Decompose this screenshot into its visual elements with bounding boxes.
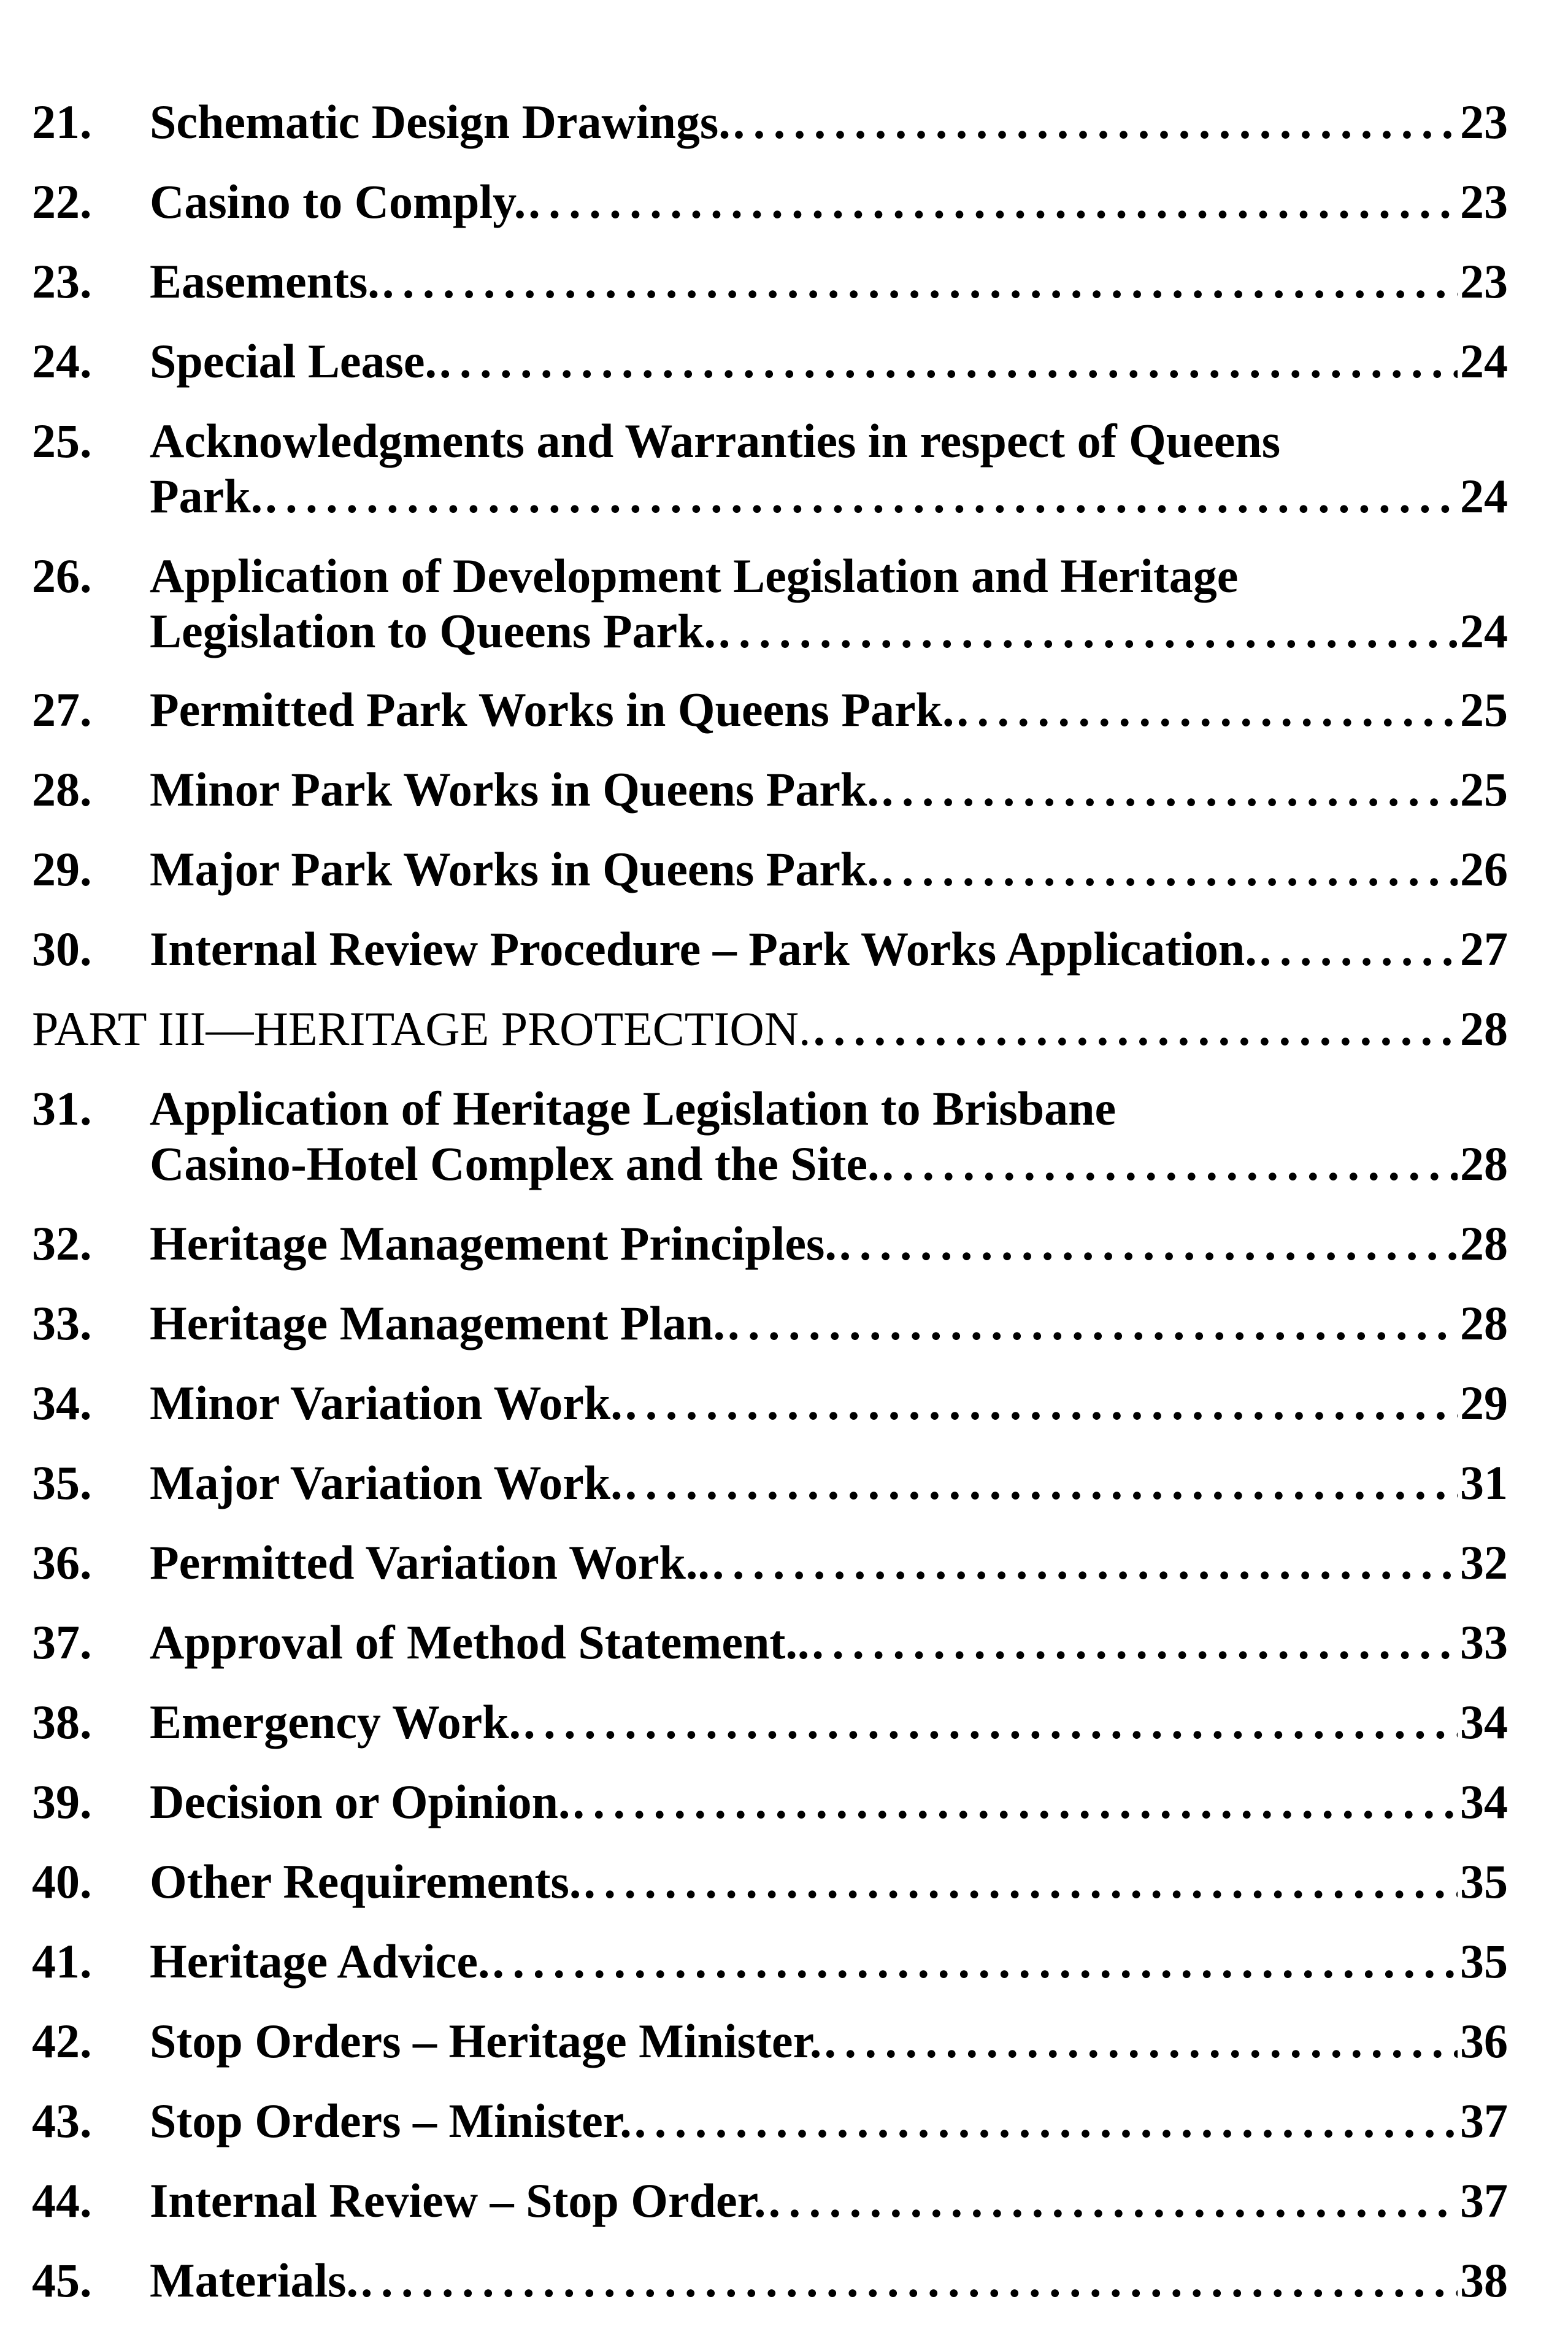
dot-leader [625, 1379, 1458, 1427]
entry-page: 24 [1460, 604, 1508, 658]
entry-number: 45. [32, 2254, 92, 2307]
entry-number: 38. [32, 1695, 92, 1749]
entry-number: 24. [32, 334, 92, 388]
entry-number: 32. [32, 1217, 92, 1270]
entry-page: 29 [1460, 1376, 1508, 1430]
entry-title: Materials. [150, 2254, 359, 2307]
dot-leader [573, 1778, 1458, 1826]
entry-page: 34 [1460, 1695, 1508, 1749]
dot-leader [728, 1300, 1458, 1347]
entry-title: Decision or Opinion. [150, 1775, 571, 1828]
entry-number: 41. [32, 1935, 92, 1988]
entry-number: 21. [32, 95, 92, 148]
entry-title: Emergency Work. [150, 1695, 521, 1749]
entry-page: 36 [1460, 2014, 1508, 2068]
entry-page: 32 [1460, 1536, 1508, 1589]
dot-leader [882, 845, 1458, 893]
entry-title: Minor Park Works in Queens Park. [150, 763, 879, 816]
entry-title: Approval of Method Statement.. [150, 1615, 810, 1669]
dot-leader [583, 1858, 1458, 1906]
entry-title: Special Lease. [150, 334, 437, 388]
entry-number: 25. [32, 414, 92, 468]
entry-number: 43. [32, 2094, 92, 2147]
entry-page: 25 [1460, 763, 1508, 816]
entry-number: 37. [32, 1615, 92, 1669]
dot-leader [361, 2257, 1458, 2305]
entry-title: Major Park Works in Queens Park. [150, 842, 879, 896]
entry-title-line1: Application of Development Legislation and Heritage [150, 549, 1239, 603]
entry-title: Other Requirements. [150, 1855, 582, 1908]
entry-page: 23 [1460, 255, 1508, 308]
dot-leader [733, 98, 1458, 146]
entry-number: 27. [32, 683, 92, 736]
entry-title: Permitted Park Works in Queens Park. [150, 683, 955, 736]
entry-title: Legislation to Queens Park. [150, 604, 717, 658]
entry-title: Casino-Hotel Complex and the Site. [150, 1137, 880, 1190]
entry-number: 30. [32, 922, 92, 976]
dot-leader [813, 1005, 1458, 1053]
dot-leader [439, 337, 1458, 385]
entry-title: Internal Review Procedure – Park Works Application. [150, 922, 1257, 976]
entry-number: 33. [32, 1296, 92, 1350]
dot-leader [382, 258, 1458, 306]
dot-leader [625, 1459, 1458, 1507]
dot-leader [265, 472, 1458, 520]
entry-number: 35. [32, 1456, 92, 1509]
entry-title: Casino to Comply. [150, 175, 526, 228]
entry-page: 33 [1460, 1615, 1508, 1669]
dot-leader [493, 1938, 1458, 1985]
dot-leader [839, 1220, 1458, 1268]
entry-page: 24 [1460, 469, 1508, 523]
entry-number: 39. [32, 1775, 92, 1828]
dot-leader [523, 1698, 1458, 1746]
entry-number: 26. [32, 549, 92, 603]
entry-number: 34. [32, 1376, 92, 1430]
entry-page: 28 [1460, 1002, 1508, 1055]
entry-number: 23. [32, 255, 92, 308]
entry-page: 23 [1460, 175, 1508, 228]
entry-page: 34 [1460, 1775, 1508, 1828]
entry-title: Easements. [150, 255, 380, 308]
entry-title: Major Variation Work. [150, 1456, 623, 1509]
entry-page: 37 [1460, 2174, 1508, 2227]
dot-leader [882, 766, 1458, 814]
entry-page: 37 [1460, 2094, 1508, 2147]
entry-page: 38 [1460, 2254, 1508, 2307]
entry-number: 28. [32, 763, 92, 816]
entry-page: 25 [1460, 683, 1508, 736]
entry-page: 26 [1460, 842, 1508, 896]
entry-number: 44. [32, 2174, 92, 2227]
entry-title: Stop Orders – Minister. [150, 2094, 632, 2147]
entry-title: Internal Review – Stop Order. [150, 2174, 766, 2227]
entry-page: 31 [1460, 1456, 1508, 1509]
entry-number: 31. [32, 1082, 92, 1135]
entry-number: 36. [32, 1536, 92, 1589]
entry-title: Heritage Management Plan. [150, 1296, 725, 1350]
entry-title: Permitted Variation Work.. [150, 1536, 710, 1589]
dot-leader [769, 2177, 1458, 2225]
entry-page: 35 [1460, 1855, 1508, 1908]
dot-leader [824, 2017, 1458, 2065]
entry-title: Minor Variation Work. [150, 1376, 623, 1430]
part-heading-title: PART III—HERITAGE PROTECTION. [32, 1002, 811, 1055]
dot-leader [812, 1619, 1458, 1666]
entry-number: 42. [32, 2014, 92, 2068]
entry-title: Schematic Design Drawings. [150, 95, 731, 148]
entry-number: 29. [32, 842, 92, 896]
entry-page: 27 [1460, 922, 1508, 976]
dot-leader [957, 686, 1458, 734]
entry-page: 23 [1460, 95, 1508, 148]
entry-title: Heritage Management Principles. [150, 1217, 837, 1270]
dot-leader [712, 1539, 1458, 1587]
entry-title: Stop Orders – Heritage Minister. [150, 2014, 822, 2068]
entry-page: 24 [1460, 334, 1508, 388]
dot-leader [528, 178, 1458, 226]
dot-leader [718, 607, 1458, 655]
dot-leader [634, 2097, 1458, 2145]
entry-title-line1: Application of Heritage Legislation to Brisbane [150, 1082, 1116, 1135]
entry-number: 40. [32, 1855, 92, 1908]
entry-title-line1: Acknowledgments and Warranties in respect of Queens [150, 414, 1281, 468]
entry-title: Heritage Advice. [150, 1935, 490, 1988]
entry-number: 22. [32, 175, 92, 228]
entry-page: 28 [1460, 1217, 1508, 1270]
entry-title: Park. [150, 469, 263, 523]
dot-leader [1259, 925, 1458, 973]
entry-page: 28 [1460, 1137, 1508, 1190]
entry-page: 28 [1460, 1296, 1508, 1350]
dot-leader [882, 1140, 1458, 1188]
entry-page: 35 [1460, 1935, 1508, 1988]
